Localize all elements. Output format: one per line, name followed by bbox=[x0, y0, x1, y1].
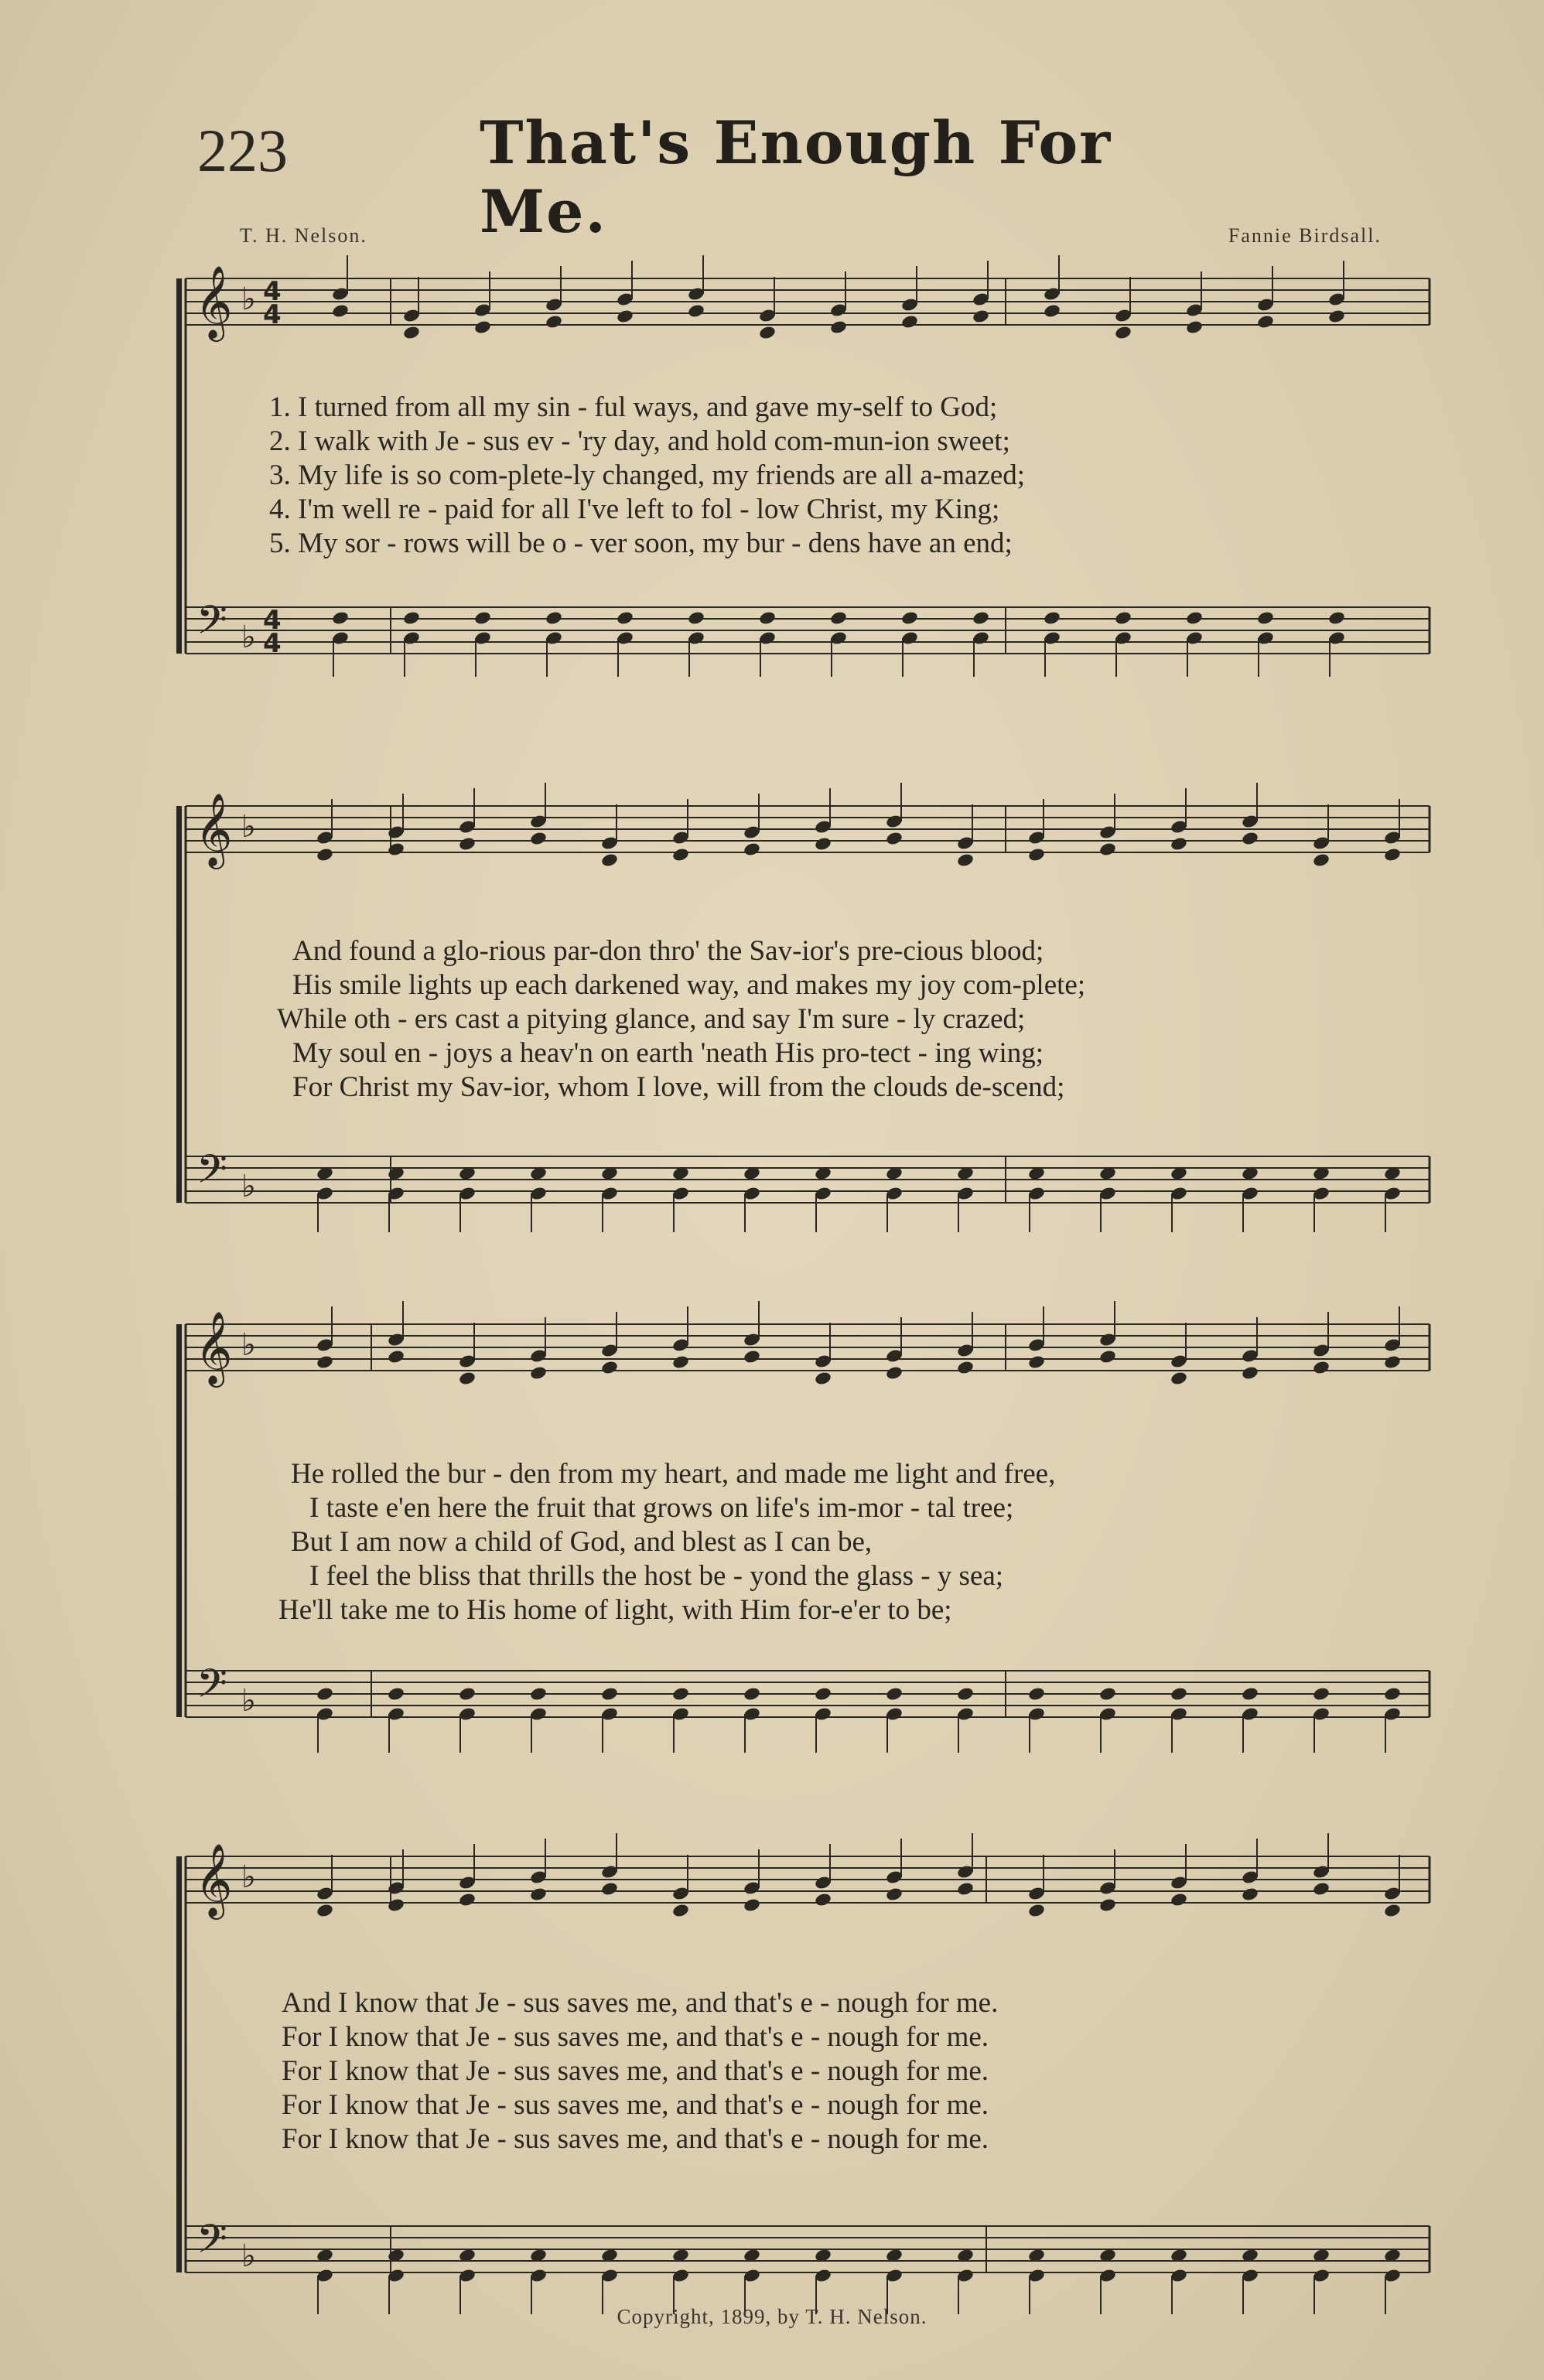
flat-sign: ♭ bbox=[241, 620, 256, 655]
notehead bbox=[671, 1903, 690, 1918]
notehead bbox=[458, 1892, 477, 1907]
lyric-line: For I know that Je - sus saves me, and that's e - nough for me. bbox=[282, 2089, 989, 2121]
notehead bbox=[758, 610, 777, 626]
notehead bbox=[1327, 610, 1346, 626]
lyric-line: His smile lights up each darkened way, and makes my joy com-plete; bbox=[292, 969, 1086, 1001]
notehead bbox=[1185, 319, 1204, 335]
lyric-line: I taste e'en here the fruit that grows on life's im-mor - tal tree; bbox=[309, 1492, 1014, 1524]
notehead bbox=[473, 610, 492, 626]
notehead bbox=[1241, 1686, 1259, 1702]
notehead bbox=[402, 610, 421, 626]
notehead bbox=[1383, 1354, 1402, 1370]
notehead bbox=[529, 1686, 548, 1702]
notehead bbox=[1098, 1349, 1117, 1364]
notehead bbox=[687, 610, 705, 626]
notehead bbox=[1185, 610, 1204, 626]
lyric-line: I feel the bliss that thrills the host be - yond the glass - y sea; bbox=[309, 1560, 1004, 1592]
treble-clef: 𝄞 bbox=[195, 265, 233, 339]
notehead bbox=[1098, 1897, 1117, 1913]
author-credit: T. H. Nelson. bbox=[240, 224, 367, 247]
notehead bbox=[1383, 1686, 1402, 1702]
lyric-line: And I know that Je - sus saves me, and that's e - nough for me. bbox=[282, 1987, 999, 2019]
hymn-number: 223 bbox=[197, 117, 288, 184]
notehead bbox=[387, 842, 405, 857]
lyric-line: For Christ my Sav-ior, whom I love, will from the clouds de-scend; bbox=[292, 1071, 1065, 1103]
notehead bbox=[600, 1881, 619, 1897]
notehead bbox=[814, 1892, 832, 1907]
lyric-line: And found a glo-rious par-don thro' the Sav-ior's pre-cious blood; bbox=[292, 935, 1044, 967]
notehead bbox=[956, 1360, 975, 1375]
notehead bbox=[829, 319, 848, 335]
notehead bbox=[1043, 303, 1061, 319]
notehead bbox=[1027, 1686, 1046, 1702]
notehead bbox=[687, 303, 705, 319]
notehead bbox=[600, 1686, 619, 1702]
notehead bbox=[1312, 1881, 1331, 1897]
notehead bbox=[1241, 1365, 1259, 1381]
notehead bbox=[885, 1686, 904, 1702]
notehead bbox=[458, 1686, 477, 1702]
copyright-notice: Copyright, 1899, by T. H. Nelson. bbox=[617, 2305, 927, 2328]
notehead bbox=[885, 1887, 904, 1902]
treble-clef: 𝄞 bbox=[195, 1843, 233, 1917]
notehead bbox=[316, 847, 334, 862]
notehead bbox=[758, 325, 777, 340]
notehead bbox=[972, 610, 990, 626]
lyric-line: For I know that Je - sus saves me, and that's e - nough for me. bbox=[282, 2123, 989, 2155]
notehead bbox=[402, 325, 421, 340]
notehead bbox=[743, 1686, 761, 1702]
lyric-line: 1. I turned from all my sin - ful ways, and gave my-self to God; bbox=[269, 391, 998, 423]
notehead bbox=[1256, 610, 1275, 626]
notehead bbox=[1098, 842, 1117, 857]
notehead bbox=[956, 852, 975, 868]
notehead bbox=[1241, 831, 1259, 846]
notehead bbox=[956, 1686, 975, 1702]
notehead bbox=[1027, 847, 1046, 862]
flat-sign: ♭ bbox=[241, 2238, 256, 2274]
notehead bbox=[529, 1365, 548, 1381]
notehead bbox=[1027, 1354, 1046, 1370]
lyric-line: My soul en - joys a heav'n on earth 'neath His pro-tect - ing wing; bbox=[292, 1037, 1044, 1069]
lyric-line: 4. I'm well re - paid for all I've left to fol - low Christ, my King; bbox=[269, 493, 1000, 525]
notehead bbox=[387, 1897, 405, 1913]
notehead bbox=[671, 1686, 690, 1702]
flat-sign: ♭ bbox=[241, 1327, 256, 1363]
lyric-line: He'll take me to His home of light, with Him for-e'er to be; bbox=[278, 1594, 952, 1626]
system-bracket bbox=[176, 806, 182, 1203]
lyric-line: 2. I walk with Je - sus ev - 'ry day, and hold com-mun-ion sweet; bbox=[269, 425, 1010, 457]
notehead bbox=[331, 303, 350, 319]
notehead bbox=[387, 1686, 405, 1702]
notehead bbox=[814, 1371, 832, 1386]
notehead bbox=[331, 610, 350, 626]
flat-sign: ♭ bbox=[241, 1683, 256, 1719]
treble-clef: 𝄞 bbox=[195, 793, 233, 866]
notehead bbox=[529, 1887, 548, 1902]
time-signature: 4 bbox=[263, 628, 282, 659]
lyric-line: 5. My sor - rows will be o - ver soon, my bur - dens have an end; bbox=[269, 528, 1013, 559]
notehead bbox=[814, 836, 832, 852]
lyric-line: For I know that Je - sus saves me, and that's e - nough for me. bbox=[282, 2055, 989, 2087]
flat-sign: ♭ bbox=[241, 1169, 256, 1204]
notehead bbox=[885, 1365, 904, 1381]
notehead bbox=[473, 319, 492, 335]
notehead bbox=[1170, 1371, 1188, 1386]
notehead bbox=[1241, 1887, 1259, 1902]
lyric-line: He rolled the bur - den from my heart, and made me light and free, bbox=[291, 1458, 1056, 1490]
notehead bbox=[600, 852, 619, 868]
notehead bbox=[972, 309, 990, 324]
time-signature: 4 bbox=[263, 605, 282, 636]
bass-clef: 𝄢 bbox=[196, 1146, 227, 1202]
notehead bbox=[743, 842, 761, 857]
time-signature: 4 bbox=[263, 299, 282, 330]
bass-clef: 𝄢 bbox=[196, 2215, 227, 2272]
notehead bbox=[316, 1903, 334, 1918]
flat-sign: ♭ bbox=[241, 1859, 256, 1895]
notehead bbox=[1327, 309, 1346, 324]
notehead bbox=[1383, 847, 1402, 862]
notehead bbox=[814, 1686, 832, 1702]
bass-clef: 𝄢 bbox=[196, 1660, 227, 1716]
notehead bbox=[458, 836, 477, 852]
notehead bbox=[1043, 610, 1061, 626]
notehead bbox=[743, 1897, 761, 1913]
notehead bbox=[885, 831, 904, 846]
lyric-line: 3. My life is so com-plete-ly changed, my friends are all a-mazed; bbox=[269, 459, 1026, 491]
system-bracket bbox=[176, 278, 182, 654]
notehead bbox=[600, 1360, 619, 1375]
treble-clef: 𝄞 bbox=[195, 1311, 233, 1385]
flat-sign: ♭ bbox=[241, 809, 256, 845]
notehead bbox=[1170, 1686, 1188, 1702]
notehead bbox=[956, 1881, 975, 1897]
notehead bbox=[1114, 610, 1132, 626]
notehead bbox=[743, 1349, 761, 1364]
notehead bbox=[1170, 1892, 1188, 1907]
notehead bbox=[1312, 1686, 1331, 1702]
notehead bbox=[529, 831, 548, 846]
notehead bbox=[1114, 325, 1132, 340]
time-signature: 4 bbox=[263, 276, 282, 307]
bass-clef: 𝄢 bbox=[196, 596, 227, 653]
notehead bbox=[671, 847, 690, 862]
lyric-line: For I know that Je - sus saves me, and that's e - nough for me. bbox=[282, 2021, 989, 2053]
lyric-line: While oth - ers cast a pitying glance, and say I'm sure - ly crazed; bbox=[277, 1003, 1026, 1035]
system-bracket bbox=[176, 1856, 182, 2272]
notehead bbox=[900, 610, 919, 626]
flat-sign: ♭ bbox=[241, 282, 256, 317]
notehead bbox=[1383, 1903, 1402, 1918]
notehead bbox=[1170, 836, 1188, 852]
notehead bbox=[1098, 1686, 1117, 1702]
notehead bbox=[316, 1354, 334, 1370]
notehead bbox=[545, 314, 563, 330]
notehead bbox=[829, 610, 848, 626]
notehead bbox=[616, 610, 634, 626]
notehead bbox=[458, 1371, 477, 1386]
notehead bbox=[545, 610, 563, 626]
hymn-title: That's Enough For Me. bbox=[480, 108, 1112, 246]
notehead bbox=[900, 314, 919, 330]
notehead bbox=[1027, 1903, 1046, 1918]
notehead bbox=[1256, 314, 1275, 330]
lyric-line: But I am now a child of God, and blest as I can be, bbox=[291, 1526, 873, 1558]
notehead bbox=[616, 309, 634, 324]
notehead bbox=[1312, 1360, 1331, 1375]
notehead bbox=[387, 1349, 405, 1364]
composer-credit: Fannie Birdsall. bbox=[1228, 224, 1382, 247]
notehead bbox=[1312, 852, 1331, 868]
notehead bbox=[671, 1354, 690, 1370]
notehead bbox=[316, 1686, 334, 1702]
system-bracket bbox=[176, 1324, 182, 1717]
